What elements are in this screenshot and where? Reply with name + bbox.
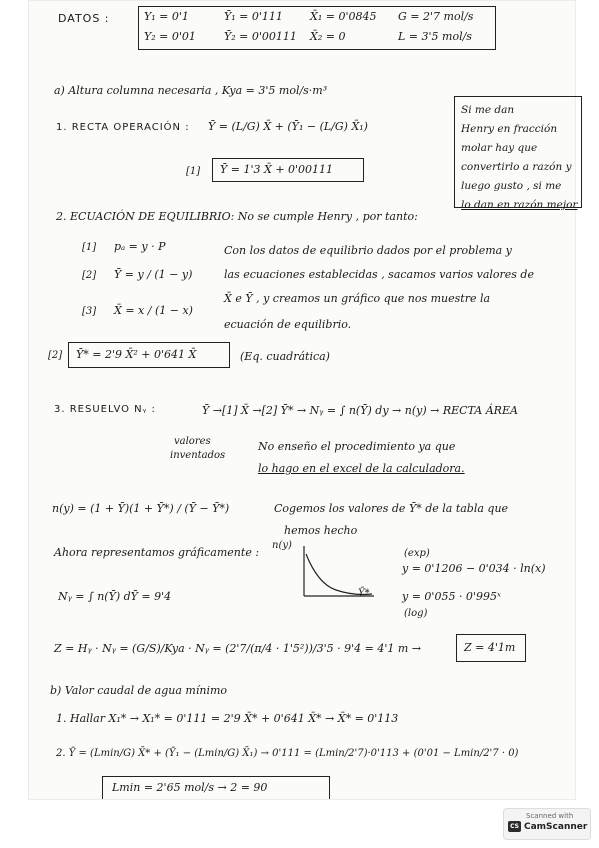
- side-note-line: molar hay que: [461, 142, 538, 154]
- excel-note-line: lo hago en el excel de la calculadora.: [258, 462, 465, 475]
- side-note-line: luego gusto , si me: [461, 180, 562, 192]
- side-note: [454, 96, 582, 211]
- op-line-formula: Ȳ = (L/G) X̄ + (Ȳ₁ − (L/G) X̄₁): [208, 120, 368, 133]
- op-line-result: Ȳ = 1'3 X̄ + 0'00111: [220, 163, 334, 176]
- datos-g: G = 2'7 mol/s: [398, 10, 474, 23]
- fit2-equation: y = 0'055 · 0'995ˣ: [402, 590, 501, 603]
- section-a-title: a) Altura columna necesaria , Kya = 3'5 mol/s·m³: [54, 84, 328, 97]
- side-note-line: lo dan en razón mejor: [461, 199, 578, 211]
- eq-text-line: X̄ e Ȳ , y creamos un gráfico que nos muestre la: [224, 292, 491, 305]
- scanned-page: [28, 0, 576, 800]
- n-formula: n(y) = (1 + Ȳ)(1 + Ȳ*) / (Ȳ − Ȳ*): [52, 502, 230, 515]
- eq2: Ȳ = y / (1 − y): [114, 268, 193, 281]
- section-b-result: Lmin = 2'65 mol/s → 2 = 90: [112, 781, 268, 794]
- side-note-line: convertirlo a razón y: [461, 161, 572, 173]
- camscanner-label: CamScanner: [524, 822, 588, 832]
- fit1-equation: y = 0'1206 − 0'034 · ln(x): [402, 562, 546, 575]
- datos-l: L = 3'5 mol/s: [398, 30, 472, 43]
- datos-ybar2: Ȳ₂ = 0'00111: [224, 30, 297, 43]
- datos-ybar1: Ȳ₁ = 0'111: [224, 10, 283, 23]
- eq1: pₐ = y · P: [114, 240, 166, 253]
- datos-y1: Y₁ = 0'1: [144, 10, 189, 23]
- nv-result: Nᵧ = ∫ n(Ȳ) dȲ = 9'4: [58, 590, 172, 603]
- n-text-line: hemos hecho: [284, 524, 358, 537]
- graph-text: Ahora representamos gráficamente :: [54, 546, 260, 559]
- eq3: X̄ = x / (1 − x): [114, 304, 193, 317]
- quad-note: (Eq. cuadrática): [240, 350, 330, 363]
- z-result: Z = 4'1m: [464, 641, 516, 654]
- side-note-line: Si me dan: [461, 104, 515, 116]
- eq-text-line: Con los datos de equilibrio dados por el problema y: [224, 244, 512, 257]
- eq-text-line: las ecuaciones establecidas , sacamos varios valores de: [224, 268, 534, 281]
- quad-equation: Ȳ* = 2'9 X̄² + 0'641 X̄: [76, 348, 197, 361]
- n-text-line: Cogemos los valores de Ȳ* de la tabla que: [274, 502, 509, 515]
- solve-heading: 3. RESUELVO Nᵧ :: [54, 404, 156, 415]
- datos-y2: Y₂ = 0'01: [144, 30, 196, 43]
- datos-xbar2: X̄₂ = 0: [310, 30, 346, 43]
- datos-label: DATOS :: [58, 12, 110, 25]
- side-note-line: Henry en fracción: [461, 123, 558, 135]
- op-line-heading: 1. RECTA OPERACIÓN :: [56, 122, 190, 133]
- camscanner-logo-icon: CS: [508, 821, 521, 832]
- eq-text-line: ecuación de equilibrio.: [224, 318, 352, 331]
- section-b-step2: 2. Ȳ = (Lmin/G) X̄* + (Ȳ₁ − (Lmin/G) X̄₁) → 0'111 = (Lmin/2'7)·0'113 + (0'01 − Lmin/2'7 · 0): [56, 748, 519, 759]
- z-formula: Z = Hᵧ · Nᵧ = (G/S)/Kya · Nᵧ = (2'7/(π/4 · 1'5²))/3'5 · 9'4 = 4'1 m →: [54, 642, 421, 655]
- section-b-step1: 1. Hallar X₁* → X₁* = 0'111 = 2'9 X̄* + 0'641 X̄* → X̄* = 0'113: [56, 712, 399, 725]
- op-line-tag: [1]: [186, 166, 201, 177]
- section-b-title: b) Valor caudal de agua mínimo: [50, 684, 228, 697]
- quad-tag: [2]: [48, 350, 63, 361]
- solve-chain: Ȳ →[1] X̄ →[2] Ȳ* → Nᵧ = ∫ n(Ȳ) dy → n(y) → RECTA ÁREA: [202, 404, 518, 417]
- eq3-tag: [3]: [82, 306, 97, 317]
- eq2-tag: [2]: [82, 270, 97, 281]
- fit1-tag: (exp): [404, 548, 430, 559]
- eq1-tag: [1]: [82, 242, 97, 253]
- graph-ylabel: n(y): [272, 540, 292, 551]
- excel-note-line: No enseño el procedimiento ya que: [258, 440, 456, 453]
- invented-line: valores: [174, 436, 211, 447]
- fit2-tag: (log): [404, 608, 428, 619]
- datos-xbar1: X̄₁ = 0'0845: [310, 10, 377, 23]
- eq-heading: 2. ECUACIÓN DE EQUILIBRIO: No se cumple Henry , por tanto:: [56, 210, 418, 223]
- scanned-with-label: Scanned with: [526, 812, 574, 820]
- invented-line: inventados: [170, 450, 226, 461]
- camscanner-badge: [503, 808, 591, 840]
- graph-xlabel: Ȳ*: [358, 588, 370, 599]
